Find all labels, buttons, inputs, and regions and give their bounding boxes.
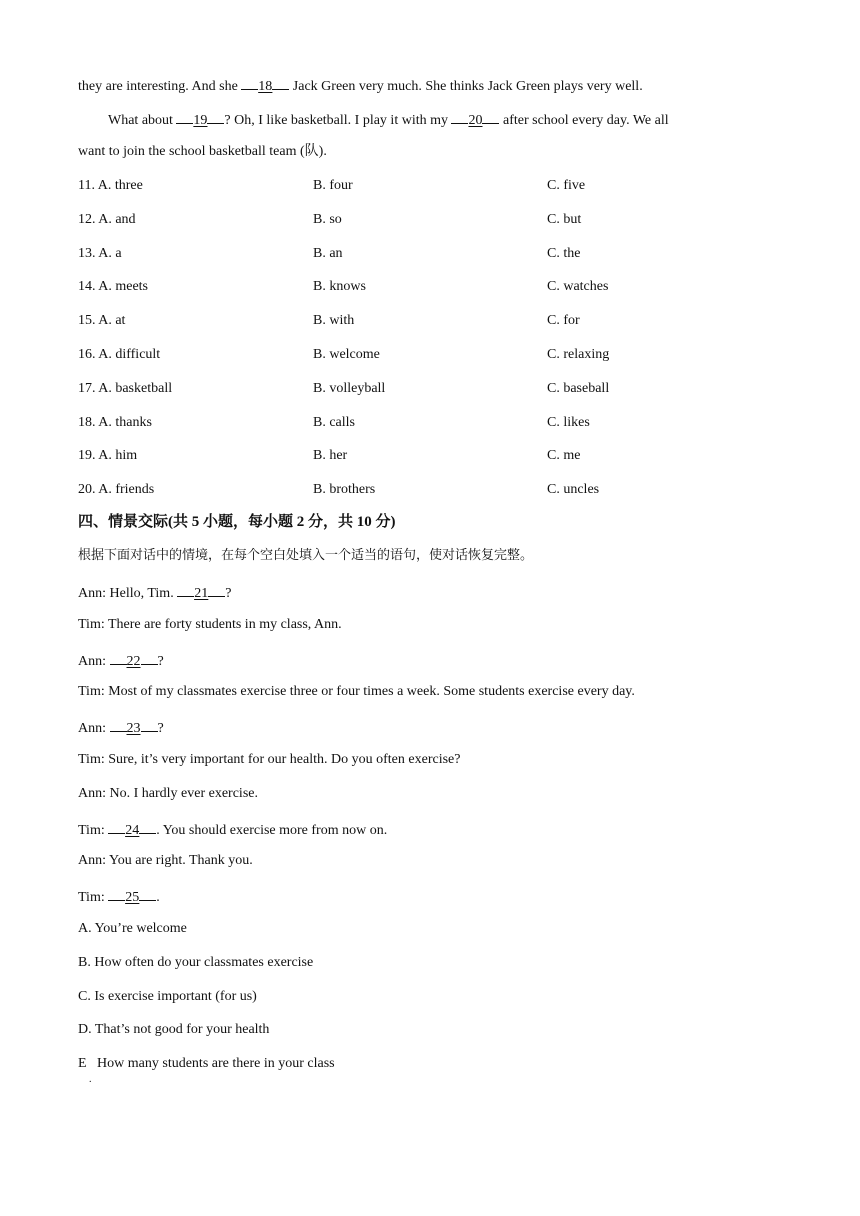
dialogue-line: Ann: No. I hardly ever exercise. [78, 785, 258, 801]
dialogue-line: Ann: 23 ? [78, 717, 164, 738]
option-c: C. me [547, 448, 581, 464]
blank-21: 21 [177, 582, 225, 603]
dialogue-line: Ann: Hello, Tim. 21 ? [78, 582, 231, 603]
choice-item: A. You’re welcome [78, 921, 187, 936]
dialogue-line: Tim: 25 . [78, 886, 160, 907]
option-row [0, 447, 860, 465]
choice-item: E How many students are there in your class [78, 1056, 335, 1072]
option-c: C. uncles [547, 482, 600, 498]
option-row [0, 245, 860, 263]
option-c: C. likes [547, 414, 590, 430]
blank-18: 18 [241, 75, 289, 96]
option-a: 20. A. friends [78, 482, 155, 498]
option-row [0, 414, 860, 432]
dialogue-line: Tim: Most of my classmates exercise three or four times a week. Some students exercise every day. [78, 684, 635, 700]
option-row [0, 380, 860, 398]
passage-line-3: want to join the school basketball team (队). [78, 144, 327, 159]
option-b: B. welcome [313, 347, 380, 362]
option-a: 16. A. difficult [78, 347, 161, 362]
option-c: C. five [547, 178, 586, 193]
option-c: C. baseball [547, 380, 610, 396]
option-b: B. brothers [313, 482, 376, 498]
stray-mark: . [89, 1074, 92, 1085]
option-c: C. relaxing [547, 347, 610, 362]
option-b: B. volleyball [313, 380, 386, 396]
option-c: C. for [547, 313, 580, 329]
blank-19: 19 [176, 109, 224, 130]
option-a: 12. A. and [78, 211, 136, 227]
dialogue-line: Ann: 22 ? [78, 650, 164, 671]
choice-item: D. That’s not good for your health [78, 1022, 270, 1038]
option-a: 15. A. at [78, 313, 126, 329]
option-row [0, 481, 860, 499]
option-a: 14. A. meets [78, 279, 148, 295]
option-b: B. calls [313, 414, 355, 430]
option-b: B. her [313, 448, 348, 464]
option-row [0, 346, 860, 364]
blank-24: 24 [108, 819, 156, 840]
option-c: C. watches [547, 279, 609, 295]
choice-item: B. How often do your classmates exercise [78, 954, 314, 970]
blank-22: 22 [110, 650, 158, 671]
dialogue-line: Ann: You are right. Thank you. [78, 853, 253, 869]
option-row [0, 211, 860, 229]
option-a: 11. A. three [78, 178, 143, 193]
dialogue-line: Tim: Sure, it’s very important for our health. Do you often exercise? [78, 752, 461, 767]
option-b: B. so [313, 211, 342, 227]
passage-line-2: What about 19 ? Oh, I like basketball. I play it with my 20 after school every day. We all [108, 109, 669, 130]
blank-25: 25 [108, 886, 156, 907]
option-a: 19. A. him [78, 448, 138, 464]
option-a: 13. A. a [78, 245, 122, 261]
blank-20: 20 [451, 109, 499, 130]
option-c: C. but [547, 211, 582, 227]
option-row [0, 312, 860, 330]
section-4-instruction: 根据下面对话中的情境，在每个空白处填入一个适当的语句，使对话恢复完整。 [78, 548, 534, 563]
blank-23: 23 [110, 717, 158, 738]
choice-item: C. Is exercise important (for us) [78, 988, 257, 1004]
option-a: 17. A. basketball [78, 380, 173, 396]
option-c: C. the [547, 245, 581, 261]
dialogue-line: Tim: There are forty students in my class, Ann. [78, 616, 342, 632]
option-b: B. knows [313, 279, 366, 295]
passage-line-1: they are interesting. And she 18 Jack Green very much. She thinks Jack Green plays very well. [78, 75, 643, 96]
dialogue-line: Tim: 24 . You should exercise more from now on. [78, 819, 387, 840]
option-a: 18. A. thanks [78, 414, 152, 430]
option-b: B. with [313, 313, 355, 329]
option-row [0, 177, 860, 195]
option-row [0, 278, 860, 296]
section-4-title: 四、情景交际(共 5 小题，每小题 2 分，共 10 分) [78, 514, 396, 530]
option-b: B. four [313, 178, 353, 193]
option-b: B. an [313, 245, 343, 261]
